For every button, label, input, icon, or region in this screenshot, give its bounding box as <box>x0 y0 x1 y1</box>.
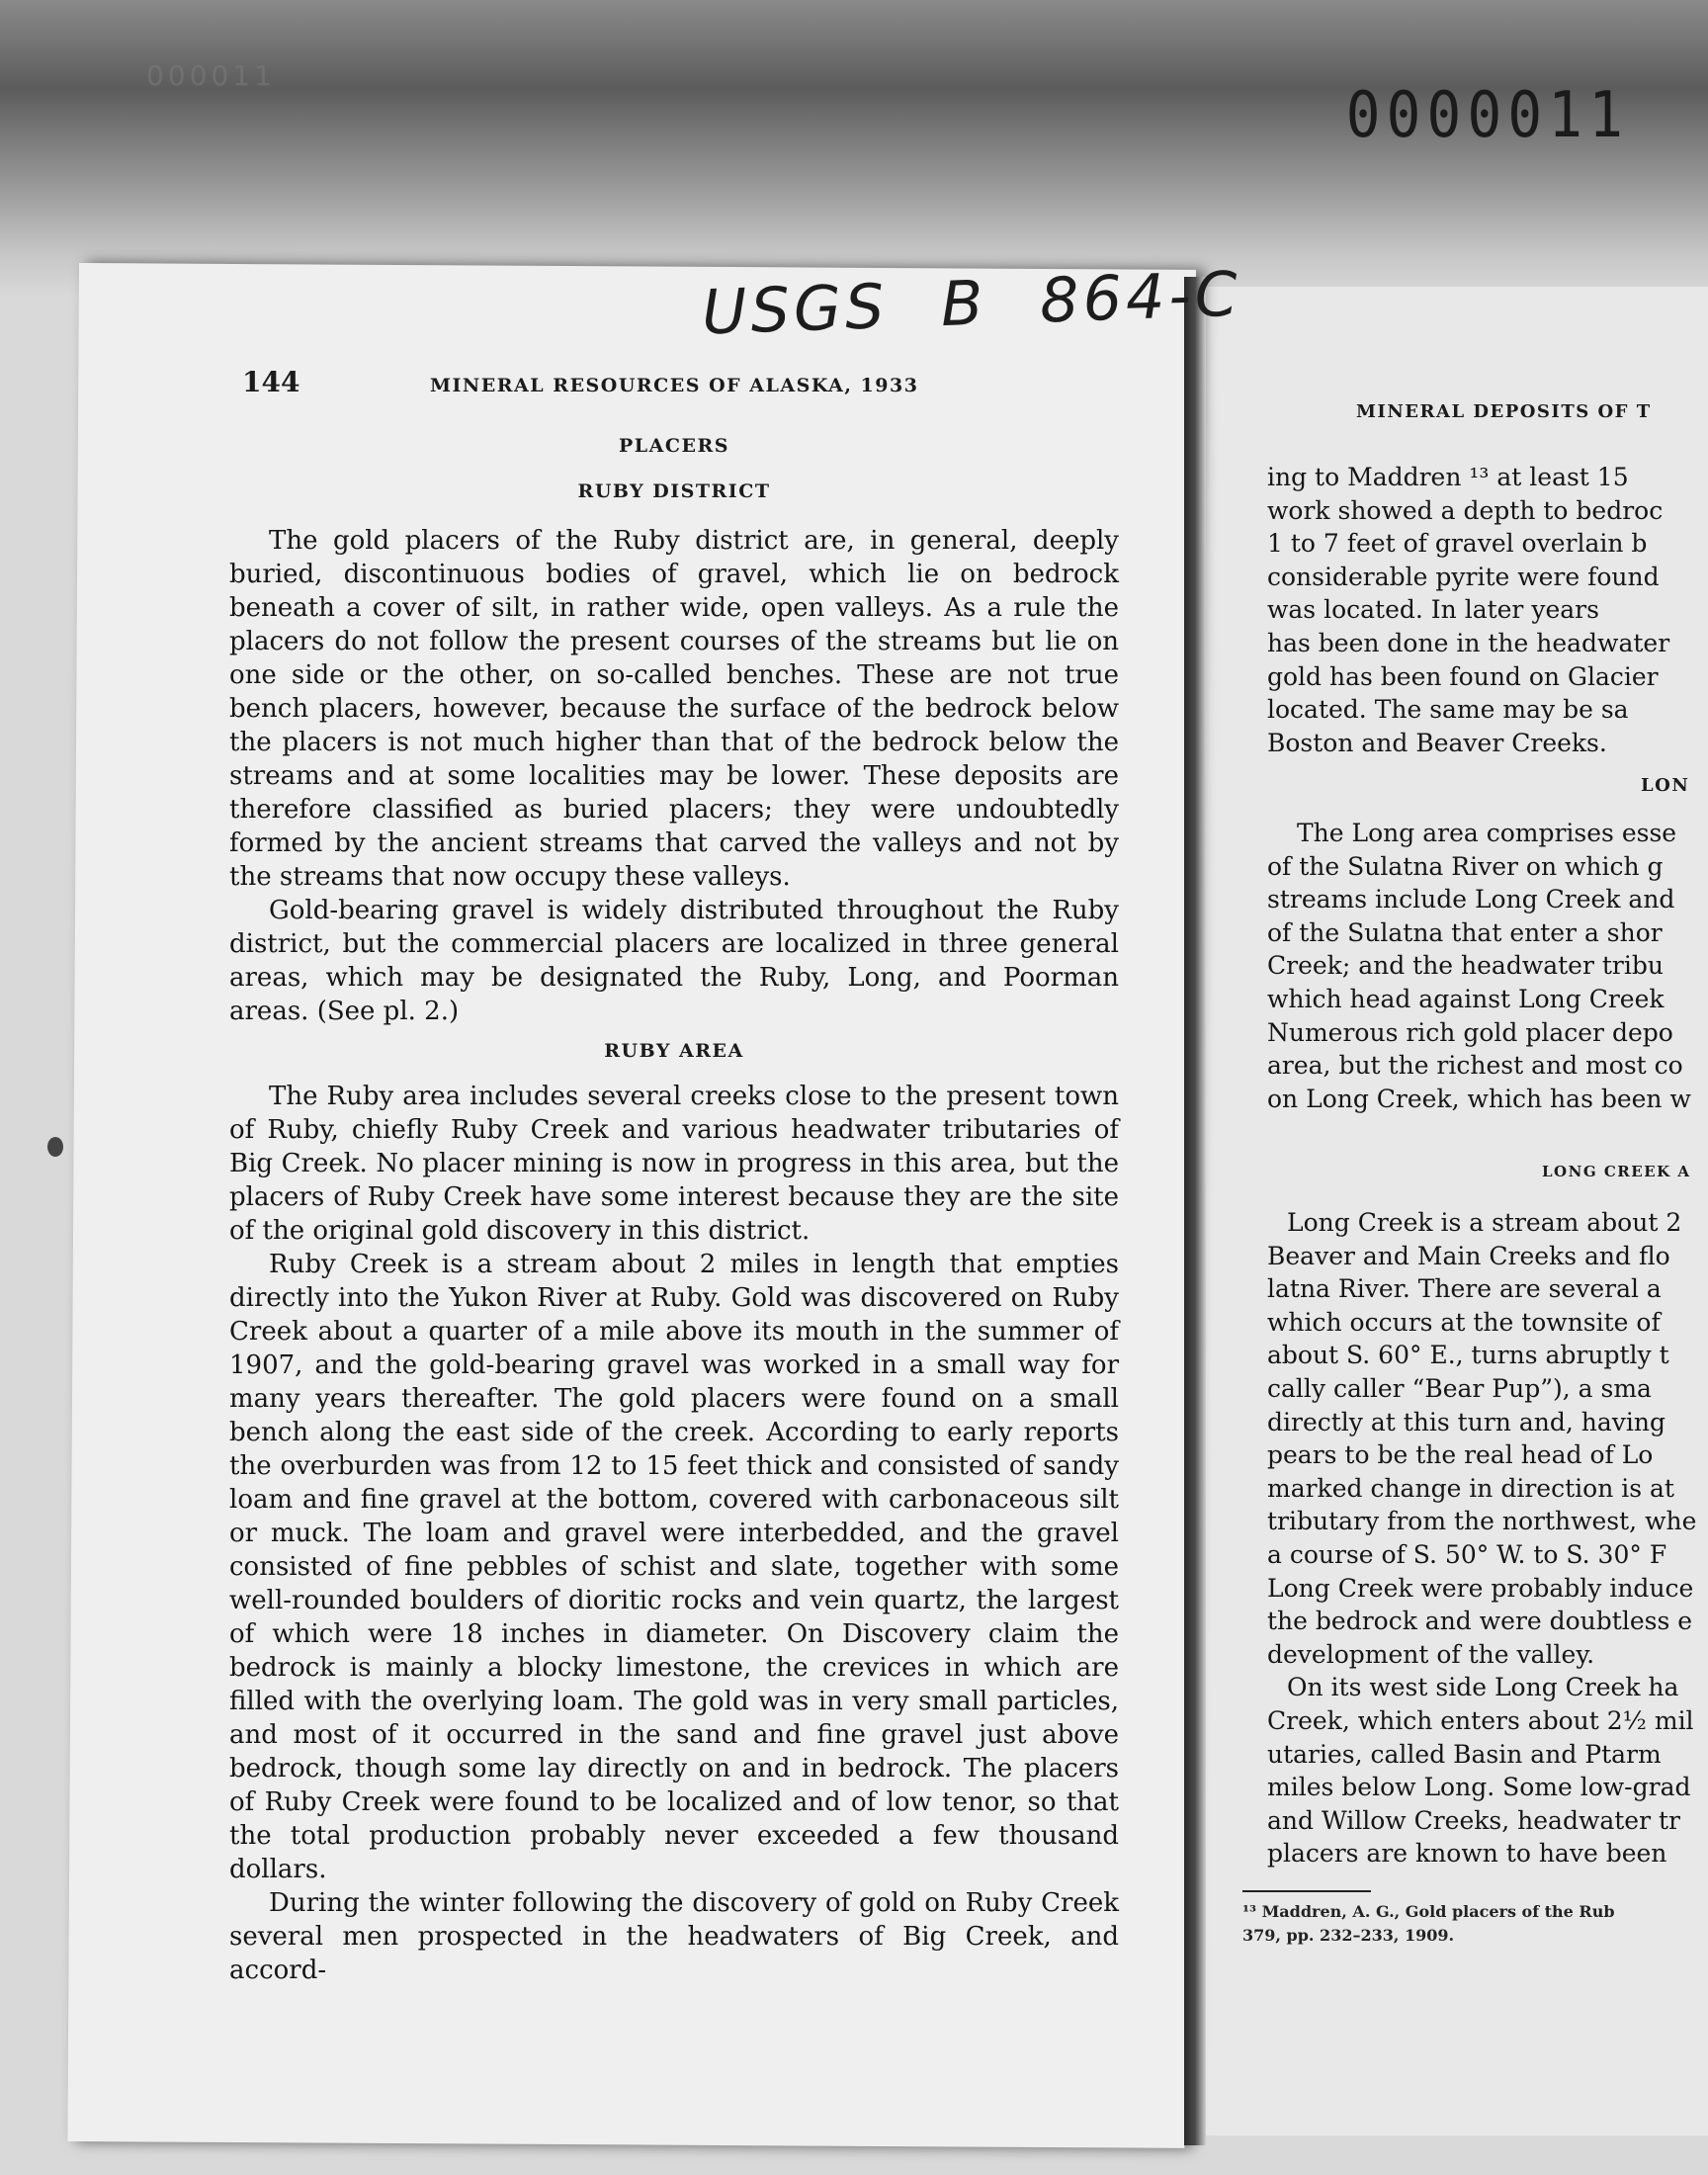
text-line: tributary from the northwest, whe <box>1267 1507 1697 1536</box>
left-page-header <box>242 366 1132 398</box>
paragraph: Gold-bearing gravel is widely distributed throughout the Ruby district, but the commercial placers are localized in three general areas, which may be designated the Ruby, Long, and Poorman areas. (See pl. 2.) <box>229 896 1119 1026</box>
subsection-heading-ruby-district: RUBY DISTRICT <box>577 480 771 502</box>
text-line: Creek; and the headwater tribu <box>1267 951 1664 981</box>
text-line: Boston and Beaver Creeks. <box>1267 728 1607 757</box>
faint-scan-id: 000011 <box>146 59 276 92</box>
right-text-block-1 <box>1267 461 1708 759</box>
footnote <box>1242 1900 1707 1948</box>
scan-smudge <box>47 1137 63 1157</box>
footnote-line: 379, pp. 232–233, 1909. <box>1242 1926 1455 1945</box>
text-line: Long Creek is a stream about 2 <box>1287 1208 1682 1237</box>
paragraph: The gold placers of the Ruby district are, in general, deeply buried, discontinuous bodies of gravel, which lie on bedrock beneath a cover of silt, in rather wide, open valleys. As a rule the placers do not follow the present courses of the streams but lie on one side or the other, on so-called benches. These are not true bench placers, however, because the surface of the bedrock below the placers is not much higher than that of the bedrock below the streams and at some localities may be lower. These deposits are therefore classified as buried placers; they were undoubtedly formed by the ancient streams that carved the valleys and not by the streams that now occupy these valleys. <box>229 526 1119 892</box>
text-line: and Willow Creeks, headwater tr <box>1267 1805 1680 1835</box>
text-line: cally caller “Bear Pup”), a sma <box>1267 1373 1652 1403</box>
text-line: a course of S. 50° W. to S. 30° F <box>1267 1539 1667 1569</box>
text-line: of the Sulatna that enter a shor <box>1267 917 1663 947</box>
right-text-block-2 <box>1267 817 1708 1115</box>
text-block-intro <box>229 524 1119 1028</box>
text-line: directly at this turn and, having <box>1267 1407 1665 1436</box>
text-line: development of the valley. <box>1267 1639 1595 1669</box>
text-line: ing to Maddren ¹³ at least 15 <box>1267 463 1629 491</box>
text-line: area, but the richest and most co <box>1267 1051 1683 1081</box>
document-stamp-number: 0000011 <box>1345 77 1629 152</box>
text-line: the bedrock and were doubtless e <box>1267 1607 1693 1636</box>
text-line: gold has been found on Glacier <box>1267 661 1659 691</box>
text-line: 1 to 7 feet of gravel overlain b <box>1267 529 1648 559</box>
text-line: of the Sulatna River on which g <box>1267 851 1664 881</box>
footnote-rule <box>1242 1890 1371 1892</box>
text-line: utaries, called Basin and Ptarm <box>1267 1739 1662 1769</box>
text-line: work showed a depth to bedroc <box>1267 495 1664 525</box>
section-heading-placers: PLACERS <box>618 435 729 457</box>
book-gutter <box>1184 277 1206 2145</box>
footnote-line: ¹³ Maddren, A. G., Gold placers of the Rub <box>1242 1902 1615 1921</box>
text-line: was located. In later years <box>1267 595 1599 625</box>
text-line: miles below Long. Some low-grad <box>1267 1773 1691 1802</box>
paragraph: Ruby Creek is a stream about 2 miles in length that empties directly into the Yukon River at Ruby. Gold was discovered on Ruby Creek about a quarter of a mile above its mouth in the summer of 1907, and the gold-bearing gravel was worked in a small way for many years thereafter. The gold placers were found on a small bench along the east side of the creek. According to early reports the overburden was from 12 to 15 feet thick and consisted of sandy loam and fine gravel at the bottom, covered with carbonaceous silt or muck. The loam and gravel were interbedded, and the gravel consisted of fine pebbles of schist and slate, together with some well-rounded boulders of dioritic rocks and vein quartz, the largest of which were 18 inches in diameter. On Discovery claim the bedrock is mainly a blocky limestone, the crevices in which are filled with the overlying loam. The gold was in very small particles, and most of it occurred in the sand and fine gravel just above bedrock, though some lay directly on and in bedrock. The placers of Ruby Creek were found to be localized and of low tenor, so that the total production probably never exceeded a few thousand dollars. <box>229 1250 1119 1884</box>
page-number: 144 <box>242 366 300 398</box>
text-block-ruby-area <box>229 1080 1119 1987</box>
text-line: latna River. There are several a <box>1267 1274 1662 1304</box>
text-line: Beaver and Main Creeks and flo <box>1267 1241 1670 1270</box>
text-line: Long Creek were probably induce <box>1267 1573 1694 1603</box>
text-line: On its west side Long Creek ha <box>1287 1673 1679 1702</box>
text-line: Numerous rich gold placer depo <box>1267 1017 1673 1047</box>
right-text-block-3 <box>1267 1206 1708 1870</box>
paragraph: The Ruby area includes several creeks close to the present town of Ruby, chiefly Ruby Creek and various headwater tributaries of Big Creek. No placer mining is now in progress in this area, but the placers of Ruby Creek have some interest because they are the site of the original gold discovery in this district. <box>229 1082 1119 1246</box>
text-line: streams include Long Creek and <box>1267 885 1675 914</box>
right-heading-long-creek: LONG CREEK A <box>1542 1163 1691 1180</box>
right-heading-long-area: LON <box>1641 775 1690 796</box>
text-line: marked change in direction is at <box>1267 1473 1674 1503</box>
right-running-head: MINERAL DEPOSITS OF T <box>1356 401 1652 422</box>
paragraph: During the winter following the discovery of gold on Ruby Creek several men prospected in the headwaters of Big Creek, and accord- <box>229 1888 1119 1985</box>
text-line: on Long Creek, which has been w <box>1267 1084 1691 1113</box>
text-line: pears to be the real head of Lo <box>1267 1440 1654 1470</box>
text-line: located. The same may be sa <box>1267 695 1629 725</box>
text-line: considerable pyrite were found <box>1267 562 1660 591</box>
text-line: Creek, which enters about 2½ mil <box>1267 1705 1694 1735</box>
text-line: which occurs at the townsite of <box>1267 1307 1661 1337</box>
text-line: has been done in the headwater <box>1267 628 1670 657</box>
handwritten-label: USGS B 864-C <box>700 257 1243 349</box>
text-line: placers are known to have been <box>1267 1839 1667 1869</box>
text-line: which head against Long Creek <box>1267 984 1665 1013</box>
running-head: MINERAL RESOURCES OF ALASKA, 1933 <box>430 375 919 396</box>
text-line: about S. 60° E., turns abruptly t <box>1267 1341 1669 1370</box>
text-line: The Long area comprises esse <box>1297 819 1677 847</box>
heading-ruby-area: RUBY AREA <box>604 1040 744 1062</box>
